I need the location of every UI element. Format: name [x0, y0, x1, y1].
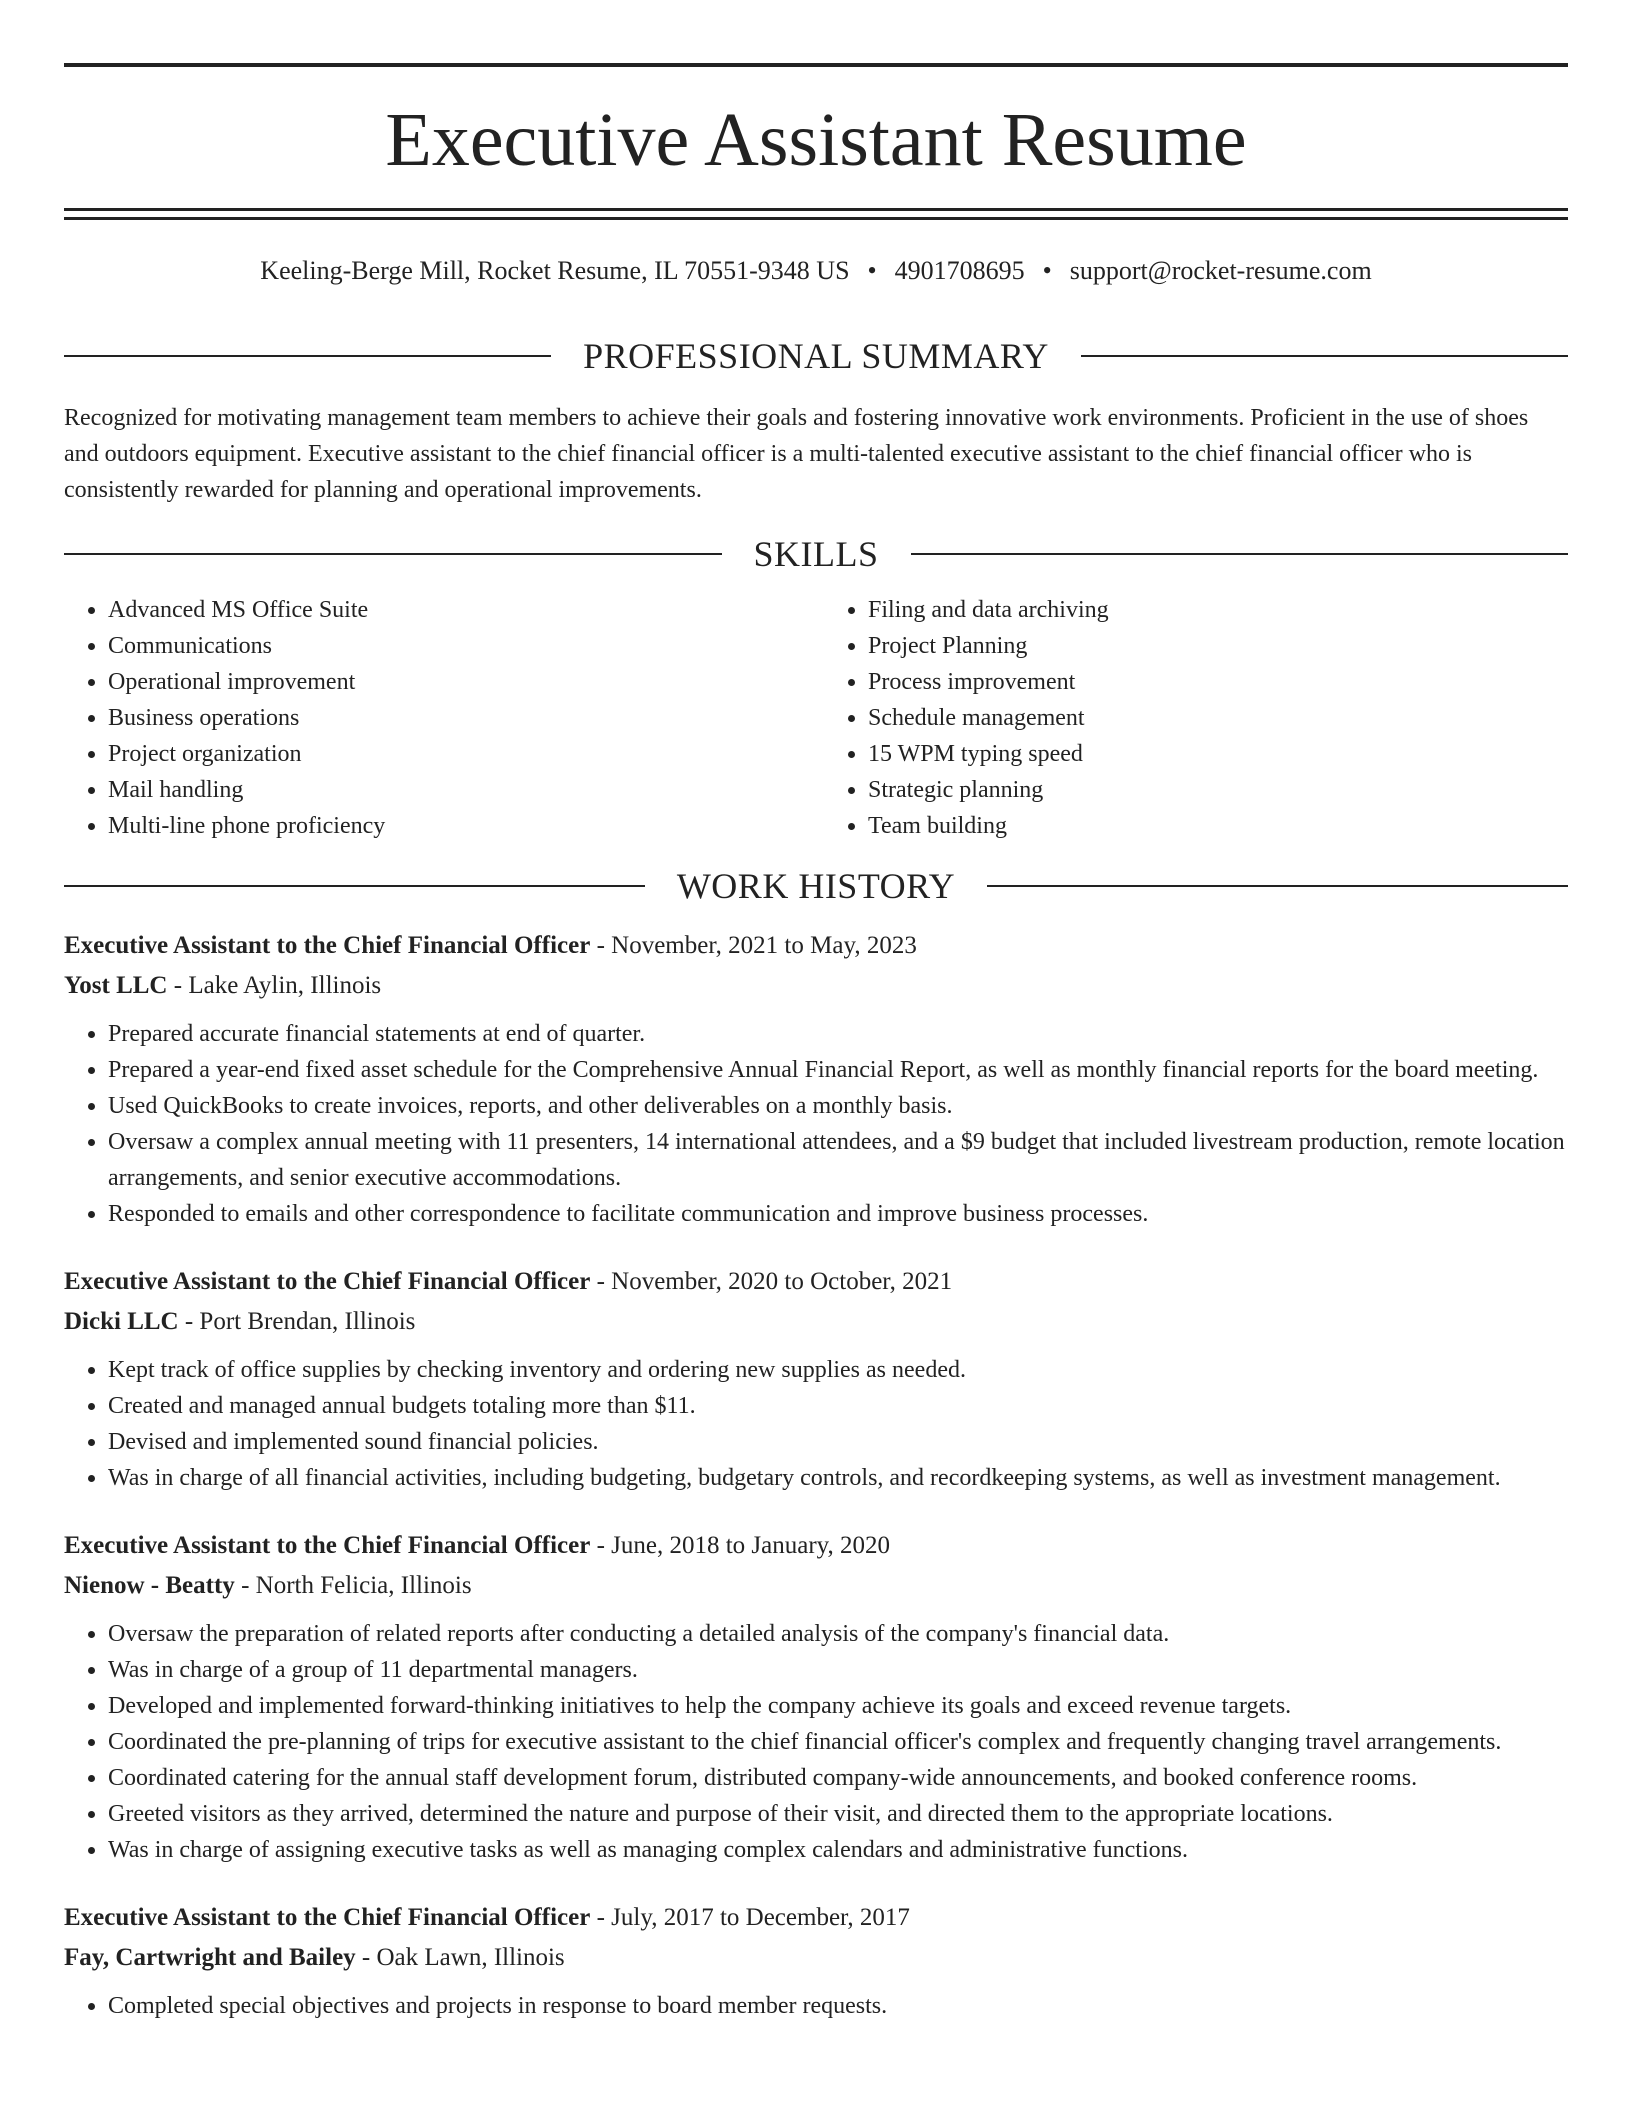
job-title: Executive Assistant to the Chief Financial Officer: [64, 1268, 591, 1295]
list-item: • Was in charge of assigning executive tasks as well as managing complex calendars and administrative functions.: [108, 1832, 1568, 1868]
skill-item: • Strategic planning: [868, 772, 1568, 808]
job-location: - Lake Aylin, Illinois: [167, 972, 382, 999]
job-bullets: [64, 1352, 1568, 1496]
section-heading: PROFESSIONAL SUMMARY: [583, 336, 1049, 376]
job-bullets: [64, 1988, 1568, 2024]
job-bullets: [64, 1016, 1568, 1232]
job-title: Executive Assistant to the Chief Financial Officer: [64, 932, 591, 959]
list-item: • Coordinated catering for the annual staff development forum, distributed company-wide announcements, and booked conference rooms.: [108, 1760, 1568, 1796]
section-header: [64, 330, 1568, 382]
summary-section: [64, 330, 1568, 508]
list-item: • Oversaw the preparation of related reports after conducting a detailed analysis of the company's financial data.: [108, 1616, 1568, 1652]
title-double-rule: [64, 208, 1568, 220]
job-title-line: [64, 1898, 1568, 1938]
skill-item: • Mail handling: [108, 772, 816, 808]
skills-list-left: [64, 592, 816, 844]
job-company-line: [64, 1302, 1568, 1342]
skill-item: • Operational improvement: [108, 664, 816, 700]
job-company: Dicki LLC: [64, 1308, 179, 1335]
section-rule: [64, 553, 722, 555]
skill-item: • Business operations: [108, 700, 816, 736]
job-company: Yost LLC: [64, 972, 168, 999]
list-item: • Was in charge of all financial activities, including budgeting, budgetary controls, and recordkeeping systems, as well as investment management.: [108, 1460, 1568, 1496]
contact-address: Keeling-Berge Mill, Rocket Resume, IL 70551-9348 US: [260, 256, 850, 285]
job-location: - Oak Lawn, Illinois: [355, 1944, 565, 1971]
skills-list-right: [816, 592, 1568, 844]
list-item: • Used QuickBooks to create invoices, reports, and other deliverables on a monthly basis.: [108, 1088, 1568, 1124]
contact-separator: •: [1042, 256, 1052, 285]
section-heading: SKILLS: [753, 534, 879, 574]
skill-item: • Multi-line phone proficiency: [108, 808, 816, 844]
job-title-line: [64, 1526, 1568, 1566]
section-header: [64, 528, 1568, 580]
skill-item: • Communications: [108, 628, 816, 664]
job-location: - North Felicia, Illinois: [234, 1572, 472, 1599]
job-dates: - November, 2021 to May, 2023: [590, 932, 917, 959]
work-history-section: [64, 860, 1568, 2024]
list-item: • Developed and implemented forward-thinking initiatives to help the company achieve its goals and exceed revenue targets.: [108, 1688, 1568, 1724]
contact-email: support@rocket-resume.com: [1069, 256, 1372, 285]
list-item: • Completed special objectives and projects in response to board member requests.: [108, 1988, 1568, 2024]
skills-columns: [64, 592, 1568, 844]
job-title-line: [64, 1262, 1568, 1302]
job-entry: [64, 1262, 1568, 1496]
resume-content: [64, 330, 1568, 2024]
job-title: Executive Assistant to the Chief Financial Officer: [64, 1904, 591, 1931]
job-title-line: [64, 926, 1568, 966]
skill-item: • Process improvement: [868, 664, 1568, 700]
job-dates: - November, 2020 to October, 2021: [590, 1268, 953, 1295]
job-company: Fay, Cartwright and Bailey: [64, 1944, 356, 1971]
job-entry: [64, 926, 1568, 1232]
job-title: Executive Assistant to the Chief Financial Officer: [64, 1532, 591, 1559]
job-dates: - July, 2017 to December, 2017: [590, 1904, 910, 1931]
job-company-line: [64, 966, 1568, 1006]
list-item: • Created and managed annual budgets totaling more than $11.: [108, 1388, 1568, 1424]
job-location: - Port Brendan, Illinois: [178, 1308, 416, 1335]
list-item: • Responded to emails and other correspondence to facilitate communication and improve business processes.: [108, 1196, 1568, 1232]
job-company: Nienow - Beatty: [64, 1572, 235, 1599]
section-header: [64, 860, 1568, 912]
list-item: • Coordinated the pre-planning of trips for executive assistant to the chief financial officer's complex and frequently changing travel arrangements.: [108, 1724, 1568, 1760]
contact-separator: •: [867, 256, 877, 285]
section-rule: [64, 355, 551, 357]
job-bullets: [64, 1616, 1568, 1868]
list-item: • Was in charge of a group of 11 departmental managers.: [108, 1652, 1568, 1688]
job-company-line: [64, 1566, 1568, 1606]
skill-item: • Advanced MS Office Suite: [108, 592, 816, 628]
section-rule: [911, 553, 1569, 555]
summary-text: Recognized for motivating management team members to achieve their goals and fostering innovative work environments. Proficient in the use of shoes and outdoors equipment. Executive assistant to the chief financial officer is a multi-talented executive assistant to the chief financial officer who is consistently rewarded for planning and operational improvements.: [64, 405, 1529, 503]
list-item: • Greeted visitors as they arrived, determined the nature and purpose of their visit, and directed them to the appropriate locations.: [108, 1796, 1568, 1832]
list-item: • Kept track of office supplies by checking inventory and ordering new supplies as needed.: [108, 1352, 1568, 1388]
skill-item: • 15 WPM typing speed: [868, 736, 1568, 772]
job-dates: - June, 2018 to January, 2020: [590, 1532, 891, 1559]
section-heading: WORK HISTORY: [676, 866, 956, 906]
list-item: • Oversaw a complex annual meeting with 11 presenters, 14 international attendees, and a $9 budget that included livestream production, remote location arrangements, and senior executive accommodations.: [108, 1124, 1568, 1196]
section-rule: [64, 885, 645, 887]
skill-item: • Filing and data archiving: [868, 592, 1568, 628]
skills-section: [64, 528, 1568, 844]
page-title: Executive Assistant Resume: [385, 98, 1247, 182]
skill-item: • Team building: [868, 808, 1568, 844]
job-entry: [64, 1526, 1568, 1868]
contact-phone: 4901708695: [894, 256, 1025, 285]
section-rule: [1081, 355, 1568, 357]
skill-item: • Schedule management: [868, 700, 1568, 736]
job-entry: [64, 1898, 1568, 2024]
list-item: • Devised and implemented sound financial policies.: [108, 1424, 1568, 1460]
skill-item: • Project organization: [108, 736, 816, 772]
top-rule: [64, 63, 1568, 67]
section-rule: [987, 885, 1568, 887]
skill-item: • Project Planning: [868, 628, 1568, 664]
job-company-line: [64, 1938, 1568, 1978]
contact-line: [64, 254, 1568, 288]
list-item: • Prepared accurate financial statements at end of quarter.: [108, 1016, 1568, 1052]
list-item: • Prepared a year-end fixed asset schedule for the Comprehensive Annual Financial Report, as well as monthly financial reports for the board meeting.: [108, 1052, 1568, 1088]
